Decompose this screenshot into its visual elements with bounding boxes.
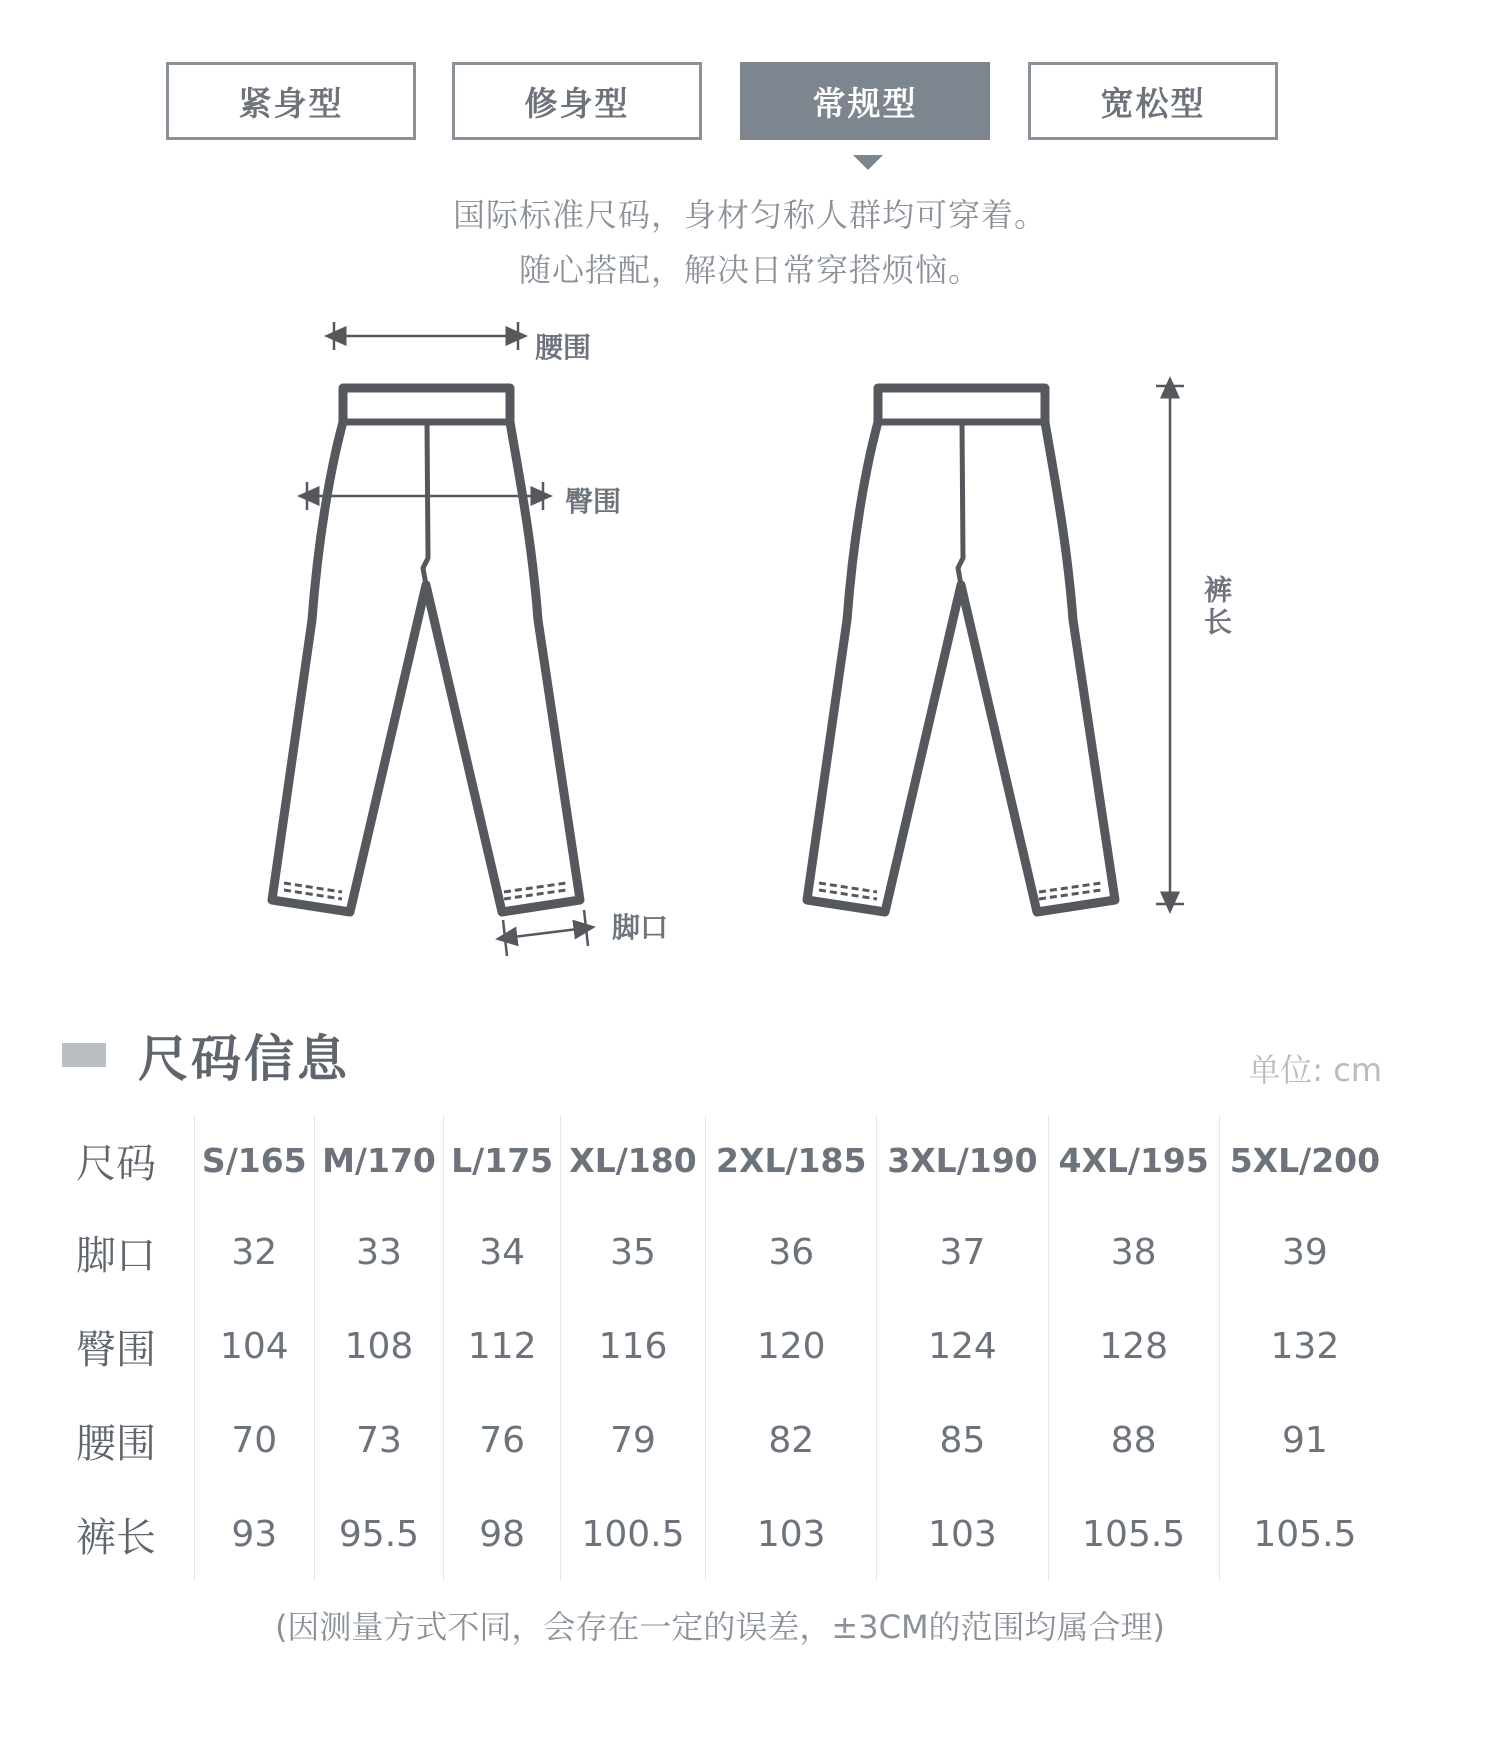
table-cell: 108	[314, 1299, 444, 1393]
table-cell: 73	[314, 1393, 444, 1487]
waist-label: 腰围	[535, 331, 592, 364]
unit-label: 单位: cm	[1248, 1051, 1382, 1089]
fit-description-line-1: 国际标准尺码，身材匀称人群均可穿着。	[452, 196, 1047, 234]
size-info-header	[62, 1015, 1382, 1089]
size-cell: 5XL/200	[1219, 1115, 1390, 1205]
table-cell: 76	[444, 1393, 560, 1487]
section-marker-icon	[62, 1043, 106, 1067]
table-cell: 93	[195, 1487, 315, 1581]
table-cell: 70	[195, 1393, 315, 1487]
table-cell: 38	[1048, 1205, 1219, 1299]
table-cell: 116	[560, 1299, 705, 1393]
tab-slim-fit[interactable]: 修身型	[452, 62, 702, 140]
length-measure-line-icon	[1156, 386, 1184, 904]
size-cell: 2XL/185	[706, 1115, 877, 1205]
table-cell: 36	[706, 1205, 877, 1299]
table-cell: 33	[314, 1205, 444, 1299]
table-cell: 82	[706, 1393, 877, 1487]
table-cell: 124	[877, 1299, 1048, 1393]
size-cell: XL/180	[560, 1115, 705, 1205]
table-cell: 35	[560, 1205, 705, 1299]
table-cell: 112	[444, 1299, 560, 1393]
table-header-row	[70, 1115, 1390, 1205]
back-pants-outline-icon	[807, 388, 1115, 912]
front-pants-outline-icon	[272, 388, 580, 912]
table-cell: 88	[1048, 1393, 1219, 1487]
measurement-footnote: (因测量方式不同，会存在一定的误差，±3CM的范围均属合理)	[274, 1608, 1166, 1646]
table-cell: 128	[1048, 1299, 1219, 1393]
table-cell: 32	[195, 1205, 315, 1299]
table-cell: 105.5	[1219, 1487, 1390, 1581]
table-row	[70, 1205, 1390, 1299]
table-cell: 37	[877, 1205, 1048, 1299]
table-cell: 120	[706, 1299, 877, 1393]
size-cell: M/170	[314, 1115, 444, 1205]
table-cell: 91	[1219, 1393, 1390, 1487]
section-title: 尺码信息	[138, 1030, 350, 1088]
table-cell: 104	[195, 1299, 315, 1393]
size-cell: 3XL/190	[877, 1115, 1048, 1205]
table-cell: 105.5	[1048, 1487, 1219, 1581]
table-row	[70, 1299, 1390, 1393]
pants-measurement-diagram	[0, 300, 1500, 980]
table-cell: 100.5	[560, 1487, 705, 1581]
table-cell: 39	[1219, 1205, 1390, 1299]
size-table	[70, 1115, 1390, 1581]
row-label: 脚口	[76, 1232, 156, 1279]
active-tab-pointer-icon	[853, 155, 883, 170]
table-cell: 103	[706, 1487, 877, 1581]
hem-label: 脚口	[612, 911, 669, 944]
tab-loose-fit[interactable]: 宽松型	[1028, 62, 1278, 140]
size-cell: S/165	[195, 1115, 315, 1205]
table-cell: 95.5	[314, 1487, 444, 1581]
length-label: 裤长	[1200, 575, 1233, 639]
tab-tight-fit[interactable]: 紧身型	[166, 62, 416, 140]
table-row	[70, 1393, 1390, 1487]
tab-regular-fit[interactable]: 常规型	[740, 62, 990, 140]
table-cell: 98	[444, 1487, 560, 1581]
fit-description-line-2: 随心搭配，解决日常穿搭烦恼。	[518, 251, 981, 289]
pants-diagram-svg	[0, 300, 1500, 980]
table-row	[70, 1487, 1390, 1581]
table-cell: 79	[560, 1393, 705, 1487]
fit-type-tabs	[0, 0, 1500, 170]
table-cell: 85	[877, 1393, 1048, 1487]
waist-measure-line-icon	[334, 322, 518, 350]
size-cell: L/175	[444, 1115, 560, 1205]
row-label: 尺码	[76, 1140, 156, 1187]
hem-measure-line-icon	[503, 910, 588, 956]
table-cell: 103	[877, 1487, 1048, 1581]
table-cell: 132	[1219, 1299, 1390, 1393]
row-label: 臀围	[76, 1326, 156, 1373]
hip-label: 臀围	[565, 485, 622, 518]
size-cell: 4XL/195	[1048, 1115, 1219, 1205]
row-label: 腰围	[76, 1420, 156, 1467]
table-cell: 34	[444, 1205, 560, 1299]
row-label: 裤长	[76, 1514, 156, 1561]
